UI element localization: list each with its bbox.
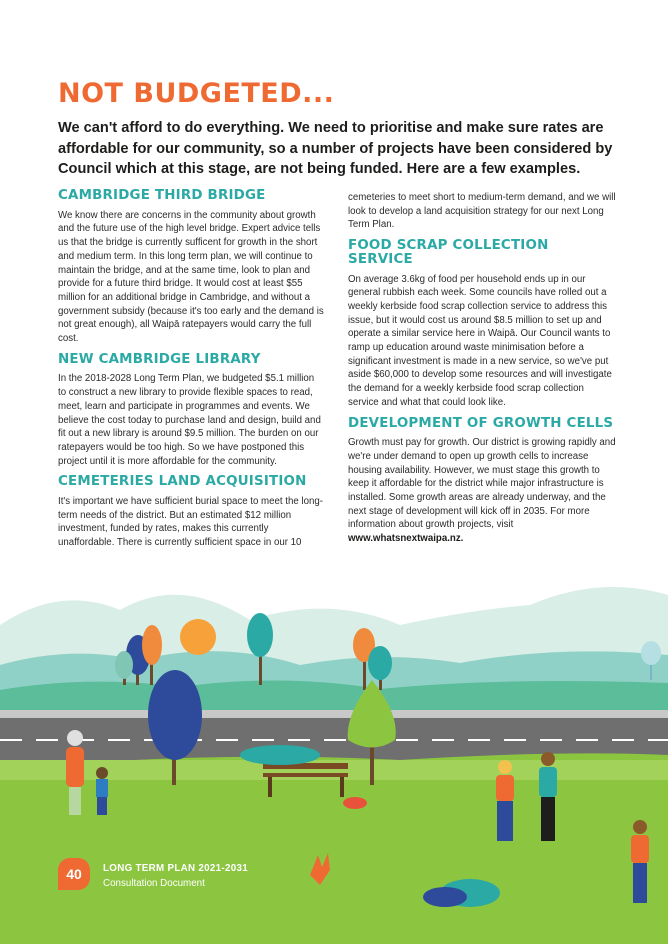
footer-title: LONG TERM PLAN 2021-2031 [103,863,248,874]
bush [240,745,320,765]
heading-cemeteries-land-acquisition: CEMETERIES LAND ACQUISITION [58,474,307,490]
heading-food-scrap-collection: FOOD SCRAP COLLECTION SERVICE [348,238,549,267]
bush [343,797,367,809]
road-top-strip [0,710,668,718]
body-food-scrap-collection: On average 3.6kg of food per household ends up in our general rubbish each week. Some councils have rolled out a weekly kerbside food scrap collection service to address this issue, but it would cost us around $8.5 million to set up and operate a similar service here in Waipā. Our Council wants to ramp up education around waste minimisation before a significant investment is made in a new service, so we've put aside $60,000 to develop some resources and will investigate the demand for a weekly kerbside food scrap collection service and what that could look like. [348,273,612,408]
heading-growth-cells: DEVELOPMENT OF GROWTH CELLS [348,415,614,431]
heading-new-cambridge-library: NEW CAMBRIDGE LIBRARY [58,351,261,367]
page-number-badge: 40 [58,858,90,890]
body-new-cambridge-library: In the 2018-2028 Long Term Plan, we budgeted $5.1 million to construct a new library to provide flexible spaces to read, meet, learn and participate in programmes and events. We believe the cost today to purchase land and design, build and fit out a new library is around $9.5 million. The burden on our ratepayers would be too high. So we have postponed this project until it is more affordable for the community. [58,373,321,467]
left-column [58,189,324,557]
body-cemeteries-land-acquisition: It's important we have sufficient burial space to meet the long-term needs of the district. But an estimated $12 million investment, funded by rates, makes this currently unaffordable. There is currently sufficient space in our 10 [58,496,323,549]
intro-paragraph: We can't afford to do everything. We need to prioritise and make sure rates are affordable for our community, so a number of projects have been considered by Council which at this stage, are not being funded. Here are a few examples. [58,120,613,177]
bush [423,887,467,907]
body-cemeteries-continued: cemeteries to meet short to medium-term demand, and we will look to develop a land acquisition strategy for our next Long Term Plan. [348,192,616,231]
growth-cells-text: Growth must pay for growth. Our district is growing rapidly and we're under demand to open up growth cells to increase housing availability. However, we must stage this growth to keep it affordable for the district while major infrastructure is installed. Some growth areas are already underway, and the next stage of development will kick off in 2035. For more information about growth projects, visit [348,437,616,531]
page-title: NOT BUDGETED... [58,78,335,109]
body-cambridge-third-bridge: We know there are concerns in the community about growth and the future use of the high level bridge. Expert advice tells us that the bridge is currently sufficent for growth in the short and medium term. In this long term plan, we will continue to maintain the bridge, and at the same time, look to plan and provide for a future third bridge. It would cost at least $55 million for an additional bridge in Cambridge, and without a government subsidy (because it's too early and the demand is not great enough), all Waipā ratepayers would carry the full cost. [58,209,324,345]
website-link[interactable]: www.whatsnextwaipa.nz. [348,533,464,545]
park-landscape-illustration [0,555,668,944]
footer-subtitle: Consultation Document [103,878,205,889]
right-column [348,191,616,553]
sun [180,619,216,655]
body-growth-cells [348,436,616,546]
heading-cambridge-third-bridge: CAMBRIDGE THIRD BRIDGE [58,188,266,203]
